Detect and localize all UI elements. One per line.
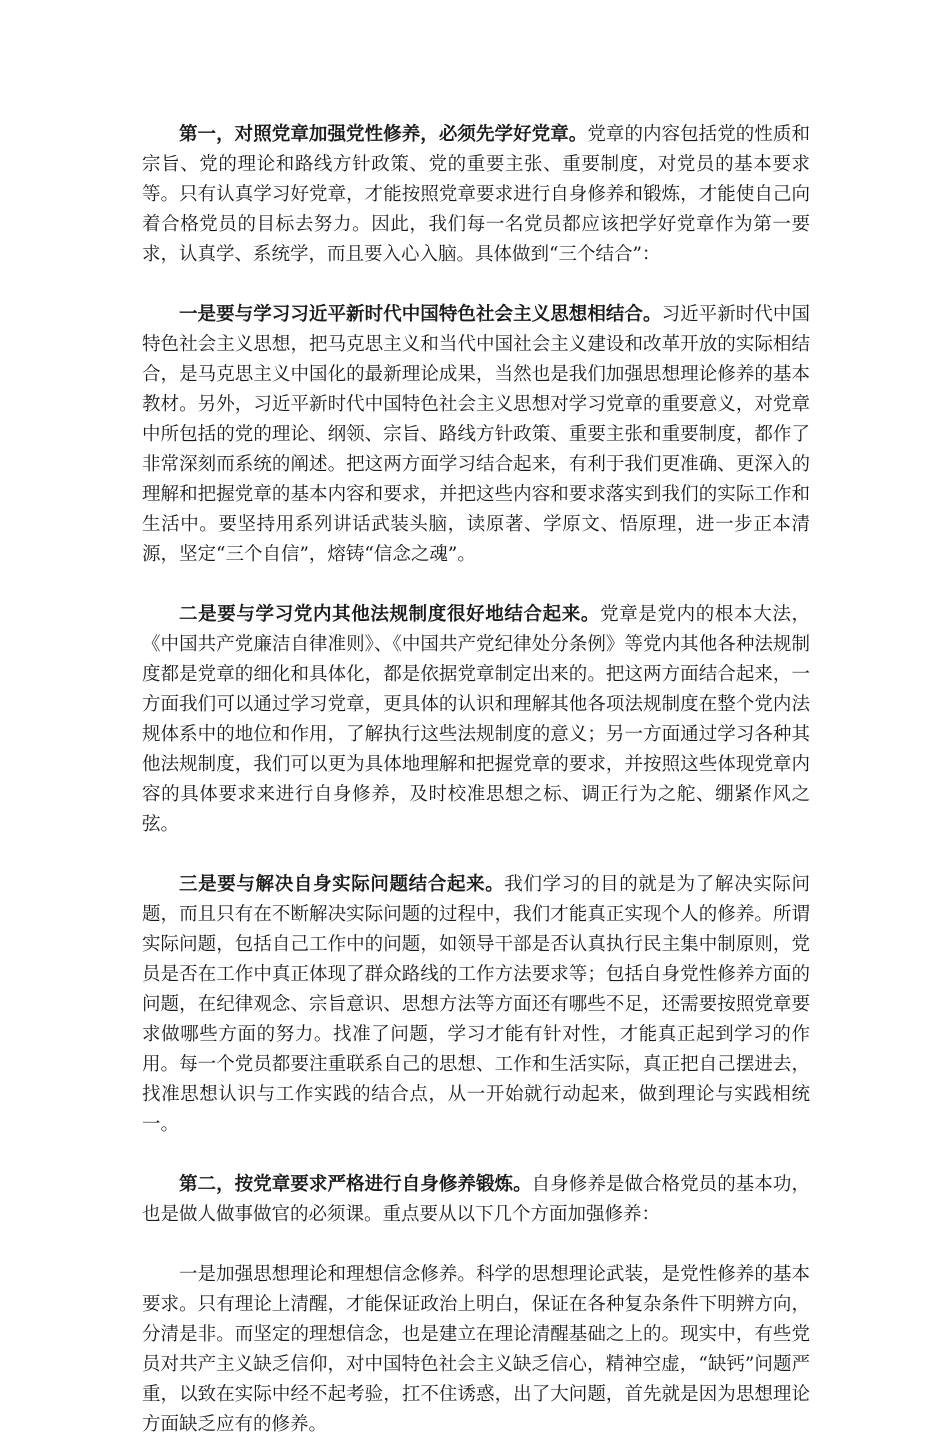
paragraph-theory-and-ideals [142,1260,810,1440]
document-body [142,120,810,1440]
paragraph-text: 自身修养是做合格党员的基本功，也是做人做事做官的必须课。重点要从以下几个方面加强修养： [142,1174,810,1225]
paragraph-heading: 一是要与学习习近平新时代中国特色社会主义思想相结合。 [179,304,662,325]
paragraph-combine-party-regulations [142,600,810,840]
paragraph-heading: 第一，对照党章加强党性修养，必须先学好党章。 [179,124,588,145]
paragraph-heading: 第二，按党章要求严格进行自身修养锻炼。 [179,1174,532,1195]
paragraph-text: 我们学习的目的就是为了解决实际问题，而且只有在不断解决实际问题的过程中，我们才能真正实现个人的修养。所谓实际问题，包括自己工作中的问题，如领导干部是否认真执行民主集中制原则，党员是否在工作中真正体现了群众路线的工作方法要求等；包括自身党性修养方面的问题，在纪律观念、宗旨意识、思想方法等方面还有哪些不足，还需要按照党章要求做哪些方面的努力。找准了问题，学习才能有针对性，才能真正起到学习的作用。每一个党员都要注重联系自己的思想、工作和生活实际，真正把自己摆进去，找准思想认识与工作实践的结合点，从一开始就行动起来，做到理论与实践相统一。 [142,874,810,1135]
paragraph-combine-xi-thought [142,300,810,570]
paragraph-text: 党章的内容包括党的性质和宗旨、党的理论和路线方针政策、党的重要主张、重要制度，对党员的基本要求等。只有认真学习好党章，才能按照党章要求进行自身修养和锻炼，才能使自己向着合格党员的目标去努力。因此，我们每一名党员都应该把学好党章作为第一要求，认真学、系统学，而且要入心入脑。具体做到“三个结合”： [142,124,810,265]
paragraph-text: 党章是党内的根本大法，《中国共产党廉洁自律准则》、《中国共产党纪律处分条例》等党内其他各种法规制度都是党章的细化和具体化，都是依据党章制定出来的。把这两方面结合起来，一方面我们可以通过学习党章，更具体的认识和理解其他各项法规制度在整个党内法规体系中的地位和作用，了解执行这些法规制度的意义；另一方面通过学习各种其他法规制度，我们可以更为具体地理解和把握党章的要求，并按照这些体现党章内容的具体要求来进行自身修养，及时校准思想之标、调正行为之舵、绷紧作风之弦。 [142,604,810,835]
paragraph-heading: 二是要与学习党内其他法规制度很好地结合起来。 [179,604,601,625]
paragraph-solve-practical-problems [142,870,810,1140]
paragraph-first-study-party-constitution [142,120,810,270]
paragraph-text: 习近平新时代中国特色社会主义思想，把马克思主义和当代中国社会主义建设和改革开放的实际相结合，是马克思主义中国化的最新理论成果，当然也是我们加强思想理论修养的基本教材。另外，习近平新时代中国特色社会主义思想对学习党章的重要意义，对党章中所包括的党的理论、纲领、宗旨、路线方针政策、重要主张和重要制度，都作了非常深刻而系统的阐述。把这两方面学习结合起来，有利于我们更准确、更深入的理解和把握党章的基本内容和要求，并把这些内容和要求落实到我们的实际工作和生活中。要坚持用系列讲话武装头脑，读原著、学原文、悟原理，进一步正本清源，坚定“三个自信”，熔铸“信念之魂”。 [142,304,810,565]
paragraph-text: 一是加强思想理论和理想信念修养。科学的思想理论武装，是党性修养的基本要求。只有理论上清醒，才能保证政治上明白，保证在各种复杂条件下明辨方向，分清是非。而坚定的理想信念，也是建立在理论清醒基础之上的。现实中，有些党员对共产主义缺乏信仰，对中国特色社会主义缺乏信心，精神空虚，“缺钙”问题严重，以致在实际中经不起考验，扛不住诱惑，出了大问题，首先就是因为思想理论方面缺乏应有的修养。 [142,1264,810,1435]
paragraph-heading: 三是要与解决自身实际问题结合起来。 [179,874,505,895]
paragraph-second-self-cultivation [142,1170,810,1230]
